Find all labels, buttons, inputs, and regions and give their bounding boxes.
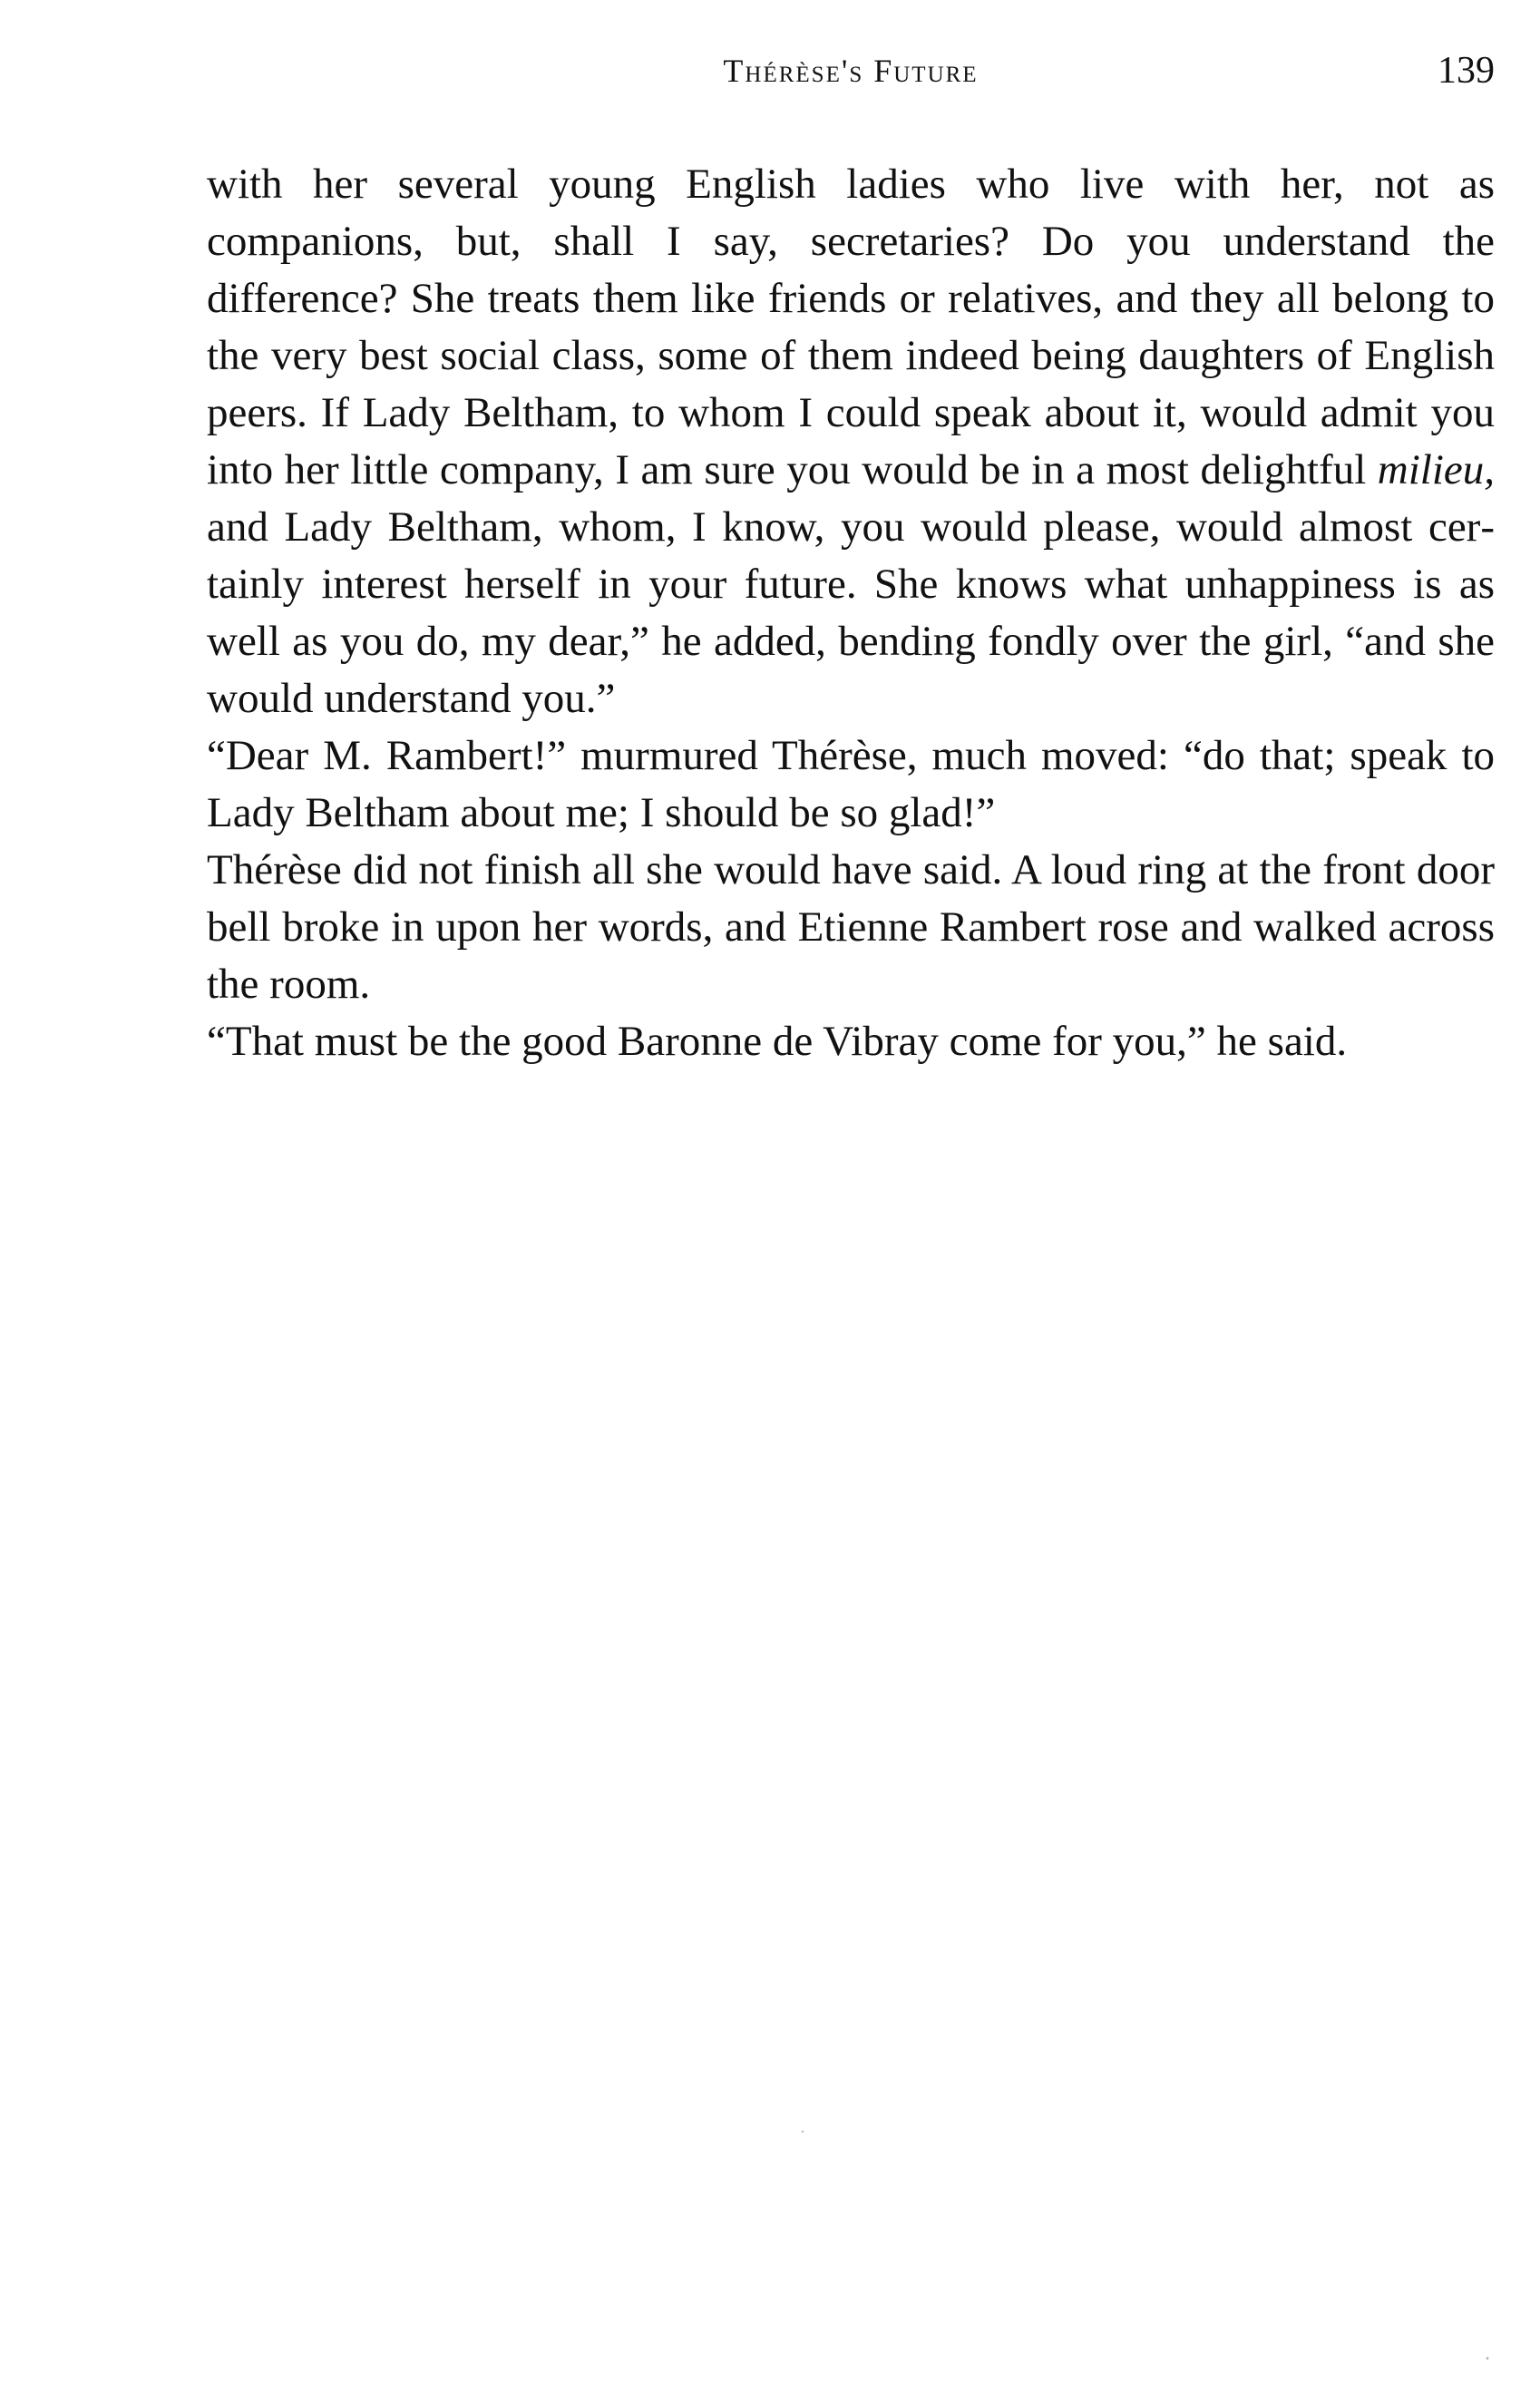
paragraph-1-text-b: and Lady Beltham, whom, I know, you would please, would almost certainly interest herself in your future. She knows what unhappiness is as well as you do, my dear,” he added, bending fondly over the girl, “and she would understand you.” [207, 503, 1495, 722]
body-text [207, 156, 1495, 1070]
paragraph-1-text-a: with her several young English ladies who live with her, not as companions, but, shall I say, secretaries? Do you understand the difference? She treats them like friends or relatives, and they all belong to the very best social class, some of them indeed being daughters of English peers. If Lady Beltham, to whom I could speak about it, would admit you into her little company, I am sure you would be in a most delightful [207, 161, 1495, 493]
running-title: Thérèse's Future [723, 53, 979, 89]
paragraph-2: “Dear M. Rambert!” murmured Thérèse, much moved: “do that; speak to Lady Beltham about me; I should be so glad!” [207, 732, 1495, 836]
page-number: 139 [1438, 50, 1495, 92]
paragraph-1-italic-term: milieu, [1377, 446, 1495, 493]
paragraph-4: “That must be the good Baronne de Vibray come for you,” he said. [207, 1018, 1348, 1065]
paragraph-1 [207, 156, 1495, 727]
paragraph-3: Thérèse did not finish all she would have said. A loud ring at the front door bell broke in upon her words, and Etienne Rambert rose and walked across the room. [207, 846, 1495, 1008]
running-head [207, 44, 1495, 98]
